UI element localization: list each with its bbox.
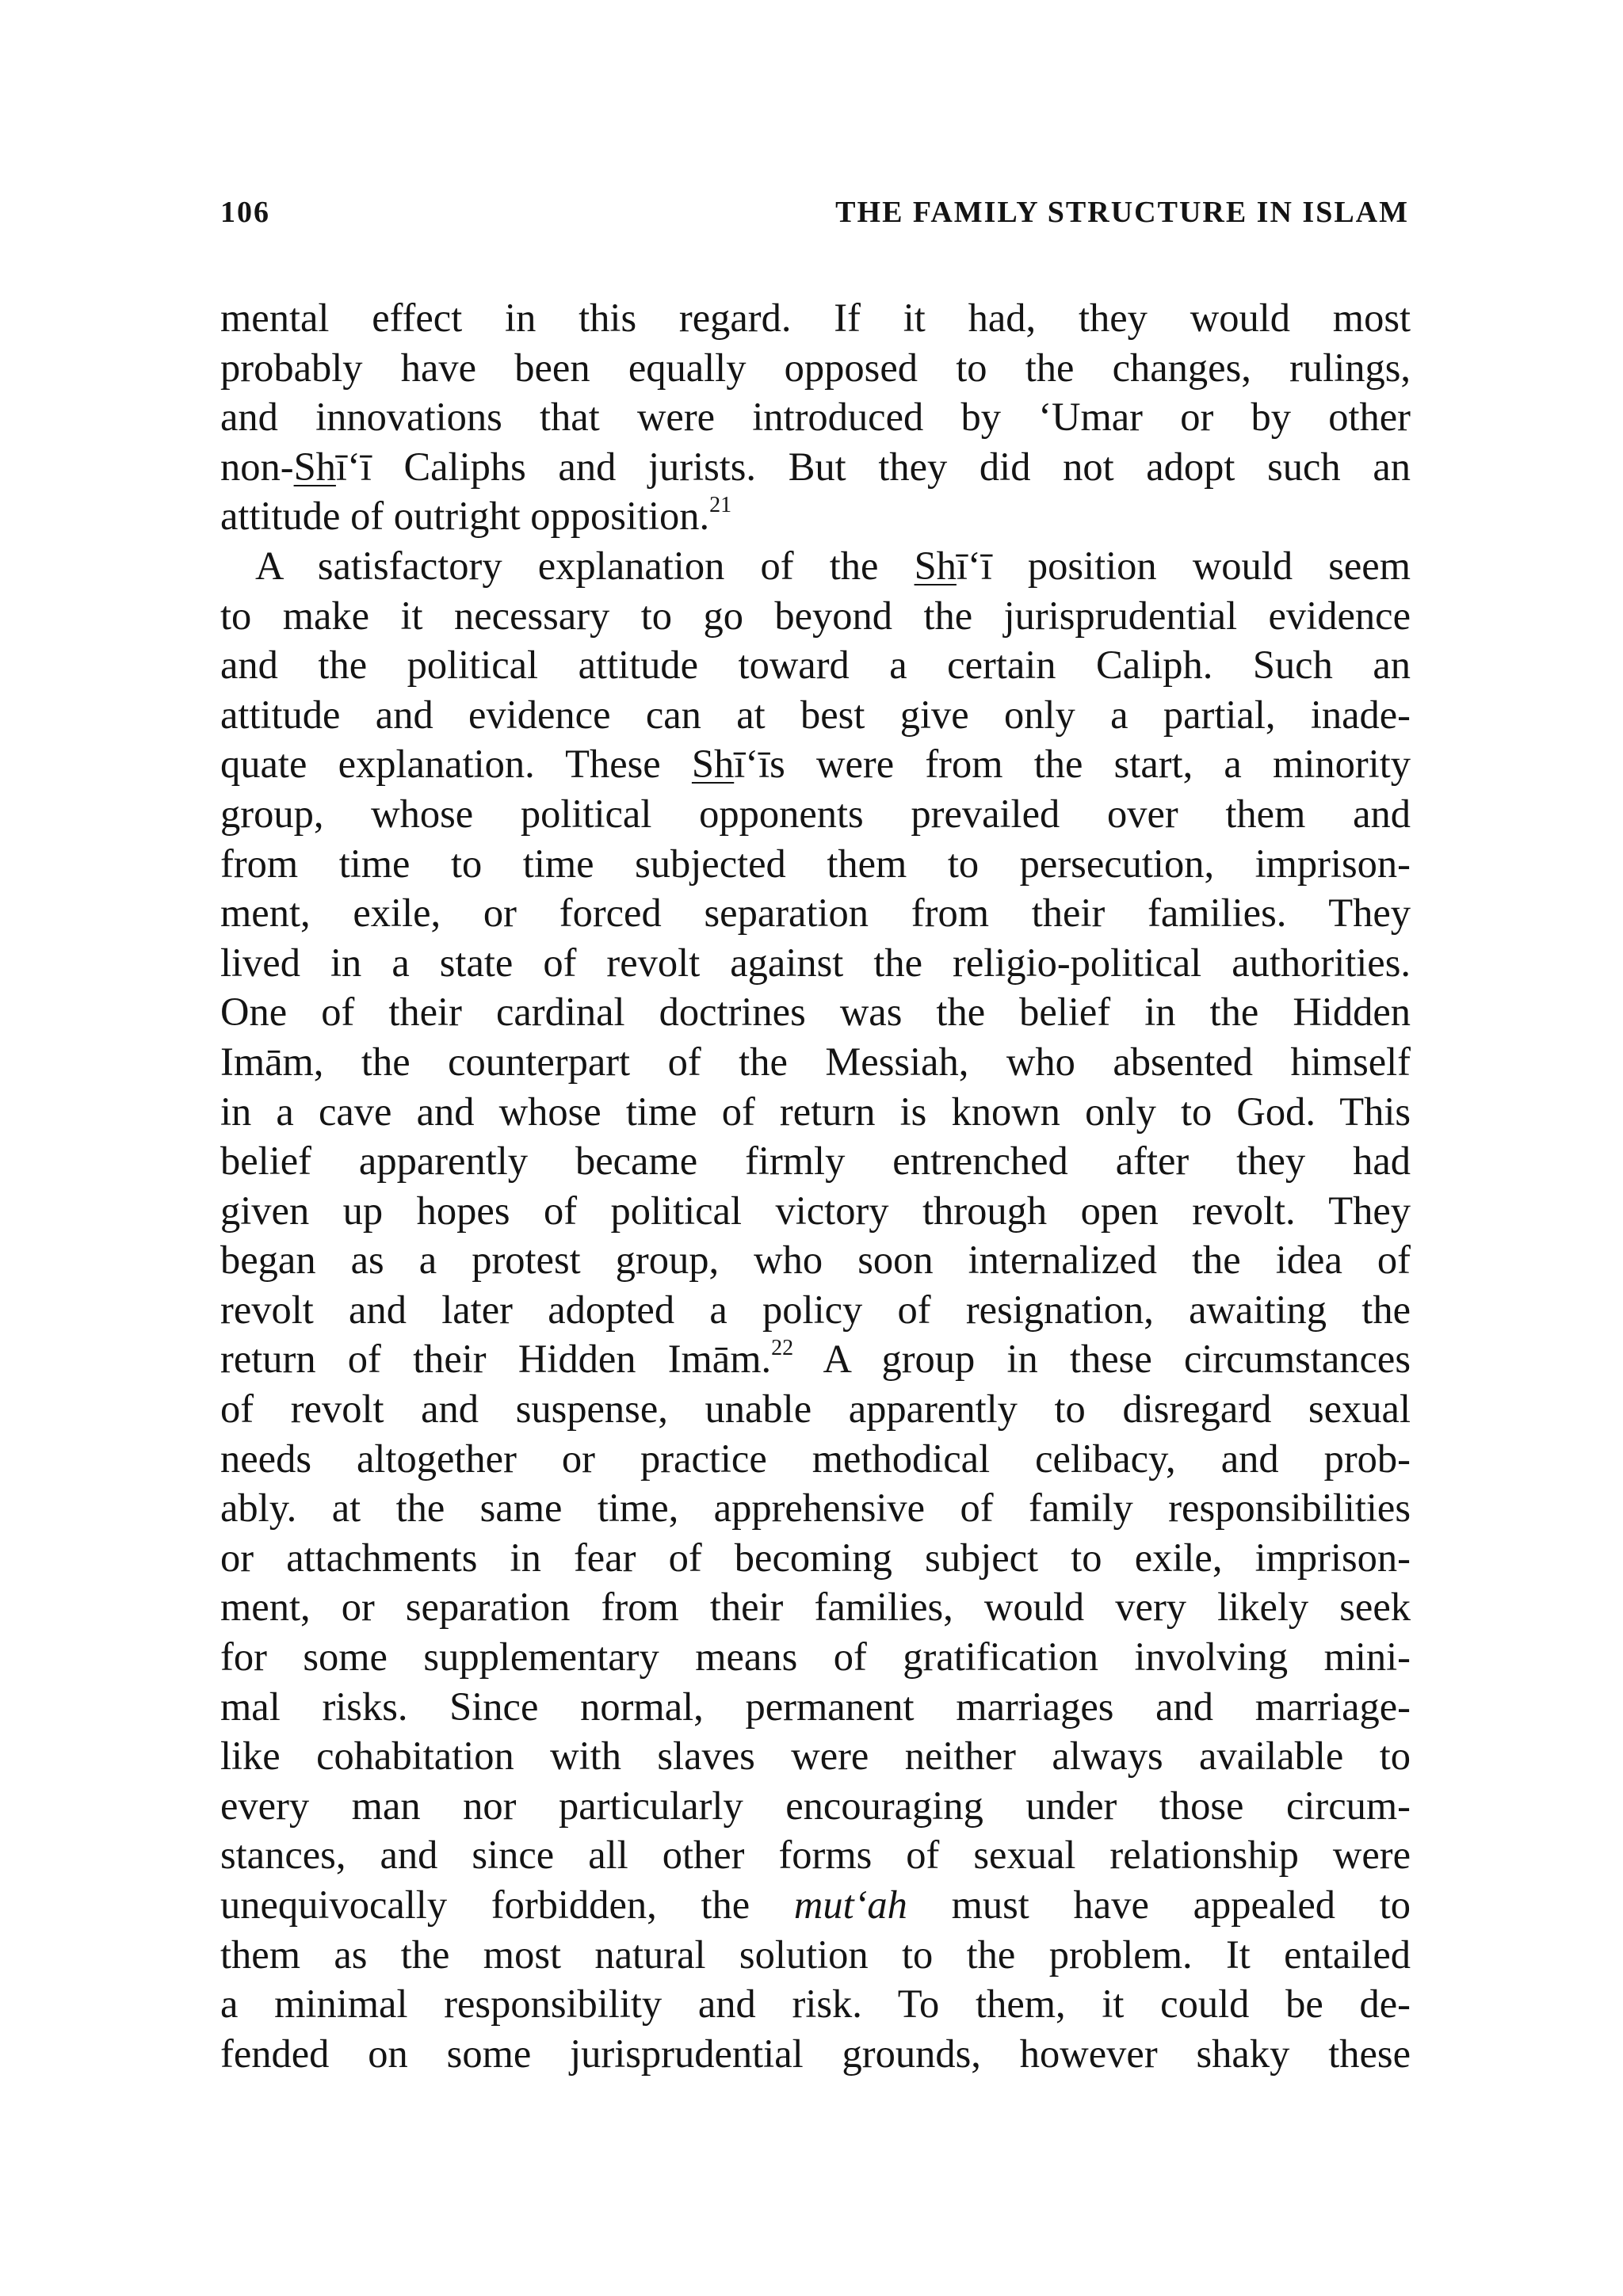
text-line: quate explanation. These Shī‘īs were from the start, a minority (220, 742, 1411, 787)
text-line: probably have been equally opposed to the changes, rulings, (220, 345, 1411, 390)
text-line: stances, and since all other forms of sexual relationship were (220, 1833, 1411, 1878)
italic-term: mut‘ah (793, 1882, 907, 1927)
text-line: for some supplementary means of gratification involving mini- (220, 1634, 1411, 1680)
text-line: mental effect in this regard. If it had, they would most (220, 296, 1411, 340)
text-line: unequivocally forbidden, the mut‘ah must have appealed to (220, 1882, 1411, 1927)
text-line: like cohabitation with slaves were neither always available to (220, 1733, 1411, 1779)
body-text (220, 293, 1411, 2078)
underlined-letters: Sh (293, 444, 336, 489)
underlined-letters: Sh (691, 742, 735, 787)
text-line: group, whose political opponents prevailed over them and (220, 791, 1411, 836)
text-line: them as the most natural solution to the problem. It entailed (220, 1932, 1411, 1977)
text-line: to make it necessary to go beyond the jurisprudential evidence (220, 593, 1411, 638)
text-line: ment, exile, or forced separation from their families. They (220, 891, 1411, 936)
text-line: mal risks. Since normal, permanent marriages and marriage- (220, 1684, 1411, 1729)
text-line: and the political attitude toward a certain Caliph. Such an (220, 643, 1411, 688)
text-line: revolt and later adopted a policy of resignation, awaiting the (220, 1287, 1411, 1332)
footnote-ref: 22 (771, 1336, 794, 1361)
text-line: began as a protest group, who soon internalized the idea of (220, 1238, 1411, 1283)
text-line: or attachments in fear of becoming subject to exile, imprison- (220, 1535, 1411, 1580)
text-line: needs altogether or practice methodical celibacy, and prob- (220, 1436, 1411, 1481)
text-line: a minimal responsibility and risk. To them, it could be de- (220, 1981, 1411, 2027)
text-line: lived in a state of revolt against the religio-political authorities. (220, 940, 1411, 985)
text-line: A satisfactory explanation of the Shī‘ī position would seem (255, 543, 1411, 588)
text-line: given up hopes of political victory through open revolt. They (220, 1188, 1411, 1233)
running-title: THE FAMILY STRUCTURE IN ISLAM (835, 196, 1409, 229)
text-line: fended on some jurisprudential grounds, however shaky these (220, 2031, 1411, 2076)
text-line: of revolt and suspense, unable apparently to disregard sexual (220, 1386, 1411, 1432)
text-line: non-Shī‘ī Caliphs and jurists. But they did not adopt such an (220, 444, 1411, 489)
text-line: every man nor particularly encouraging under those circum- (220, 1783, 1411, 1828)
underlined-letters: Sh (914, 543, 957, 588)
text-line: belief apparently became firmly entrenched after they had (220, 1138, 1411, 1184)
text-line: Imām, the counterpart of the Messiah, who absented himself (220, 1039, 1411, 1084)
text-line: One of their cardinal doctrines was the belief in the Hidden (220, 990, 1411, 1035)
text-line: ably. at the same time, apprehensive of family responsibilities (220, 1486, 1411, 1531)
text-line: attitude of outright opposition.$^{21}$ (220, 493, 732, 539)
text-line: from time to time subjected them to persecution, imprison- (220, 841, 1411, 886)
text-line: attitude and evidence can at best give only a partial, inade- (220, 692, 1411, 737)
text-line: ment, or separation from their families, would very likely seek (220, 1585, 1411, 1630)
footnote-ref: 21 (709, 493, 732, 518)
text-line: return of their Hidden Imām.$^{22}$ A group in these circumstances (220, 1336, 1411, 1382)
page-number: 106 (220, 196, 270, 229)
running-head (220, 195, 1409, 236)
text-line: in a cave and whose time of return is known only to God. This (220, 1089, 1411, 1134)
text-line: and innovations that were introduced by ‘Umar or by other (220, 395, 1411, 440)
